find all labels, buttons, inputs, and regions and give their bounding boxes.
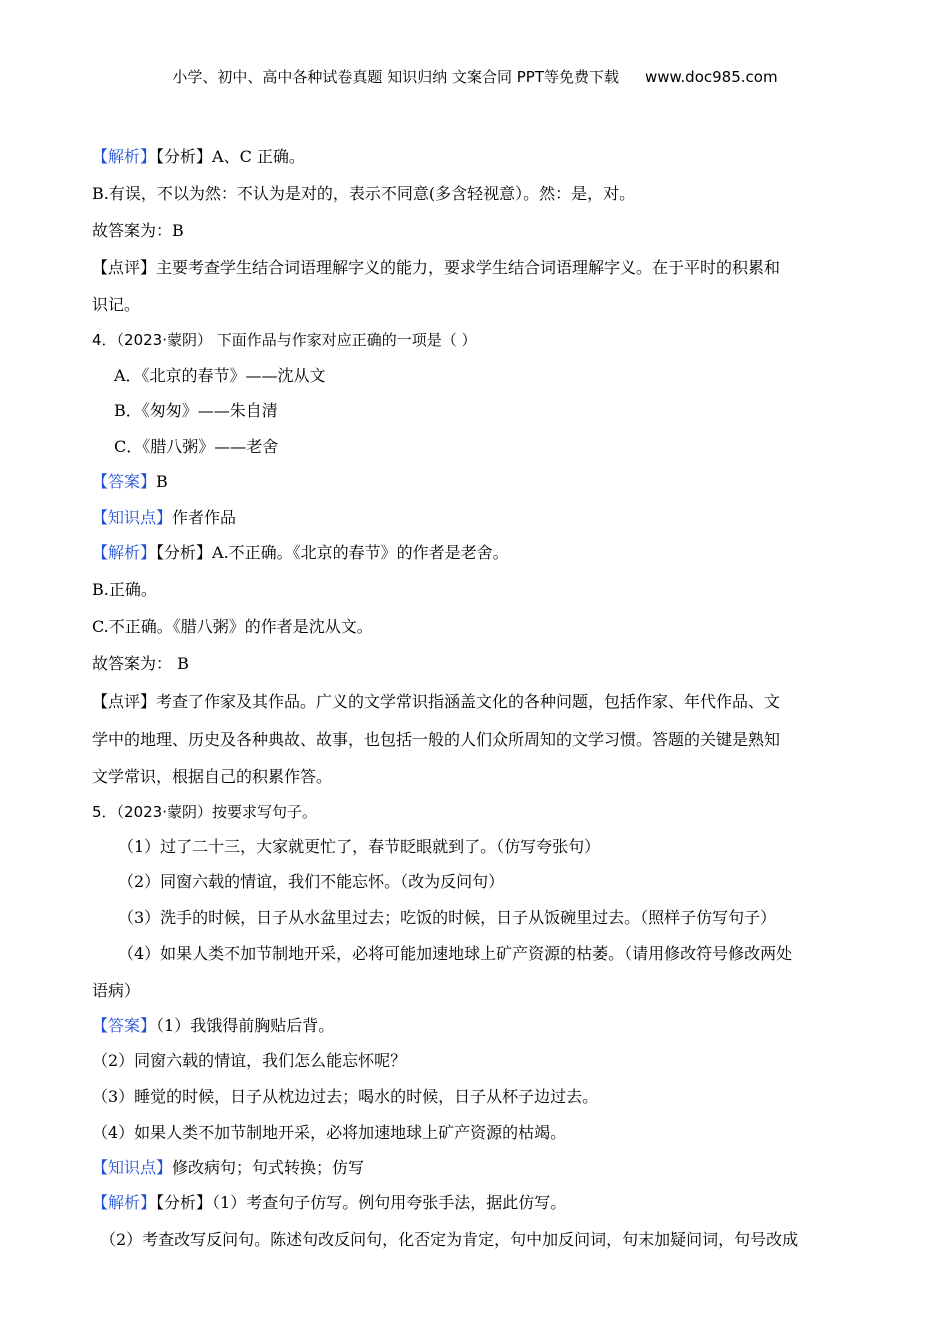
analysis-line: 【解析】【分析】A.不正确。《北京的春节》的作者是老舍。	[92, 543, 509, 562]
tag-analysis: 【解析】	[92, 147, 157, 166]
text-line: 故答案为：B	[92, 221, 184, 240]
tag-answer: 【答案】	[92, 472, 157, 491]
subquestion-1: （1）过了二十三，大家就更忙了，春节眨眼就到了。（仿写夸张句）	[118, 837, 601, 856]
option-a: A．《北京的春节》——沈从文	[114, 366, 326, 385]
text-line: B.有误，不以为然：不认为是对的，表示不同意(多含轻视意）。然：是，对。	[92, 184, 636, 203]
text-line: 文学常识，根据自己的积累作答。	[92, 767, 333, 786]
subquestion-3: （3）洗手的时候，日子从水盆里过去；吃饭的时候，日子从饭碗里过去。（照样子仿写句子）	[118, 908, 777, 927]
tag-knowledge: 【知识点】	[92, 508, 173, 527]
text-line: B.正确。	[92, 580, 157, 599]
analysis-line: 【解析】【分析】A、C 正确。	[92, 147, 305, 166]
header-text: 小学、初中、高中各种试卷真题 知识归纳 文案合同 PPT等免费下载	[172, 68, 619, 86]
answer-line: 【答案】B	[92, 472, 168, 491]
option-b: B．《匆匆》——朱自清	[114, 401, 278, 420]
question-4: 4．（2023·蒙阴） 下面作品与作家对应正确的一项是（ ）	[92, 331, 477, 349]
tag-analysis: 【解析】	[92, 543, 157, 562]
subquestion-4: （4）如果人类不加节制地开采，必将可能加速地球上矿产资源的枯萎。（请用修改符号修改两处	[118, 944, 793, 963]
text-line: 故答案为： B	[92, 654, 189, 673]
text-line: 学中的地理、历史及各种典故、故事，也包括一般的人们众所周知的文学习惯。答题的关键是熟知	[92, 730, 781, 749]
answer-item-4: （4）如果人类不加节制地开采，必将加速地球上矿产资源的枯竭。	[92, 1123, 567, 1142]
tag-answer: 【答案】	[92, 1016, 157, 1035]
analysis-line: 【解析】【分析】（1）考查句子仿写。例句用夸张手法，据此仿写。	[92, 1193, 567, 1212]
page-header	[0, 66, 950, 87]
text-line: （2）考查改写反问句。陈述句改反问句，化否定为肯定，句中加反问词，句末加疑问词，句号改成	[100, 1230, 799, 1249]
comment-line: 【点评】考查了作家及其作品。广义的文学常识指涵盖文化的各种问题，包括作家、年代作品、文	[92, 692, 781, 711]
question-5: 5．（2023·蒙阴）按要求写句子。	[92, 803, 317, 821]
answer-item-2: （2）同窗六载的情谊，我们怎么能忘怀呢？	[92, 1051, 407, 1070]
text-line: C.不正确。《腊八粥》的作者是沈从文。	[92, 617, 373, 636]
answer-line: 【答案】（1）我饿得前胸贴后背。	[92, 1016, 335, 1035]
tag-analysis: 【解析】	[92, 1193, 157, 1212]
header-site[interactable]: www.doc985.com	[644, 68, 778, 86]
text-line: 识记。	[92, 295, 141, 314]
knowledge-line: 【知识点】作者作品	[92, 508, 237, 527]
option-c: C．《腊八粥》——老舍	[114, 437, 279, 456]
knowledge-line: 【知识点】修改病句；句式转换；仿写	[92, 1158, 365, 1177]
subquestion-2: （2）同窗六载的情谊，我们不能忘怀。（改为反问句）	[118, 872, 505, 891]
text-line: 语病）	[92, 981, 141, 1000]
tag-knowledge: 【知识点】	[92, 1158, 173, 1177]
comment-line: 【点评】主要考查学生结合词语理解字义的能力，要求学生结合词语理解字义。在于平时的积累和	[92, 258, 781, 277]
answer-item-3: （3）睡觉的时候，日子从枕边过去；喝水的时候，日子从杯子边过去。	[92, 1087, 599, 1106]
